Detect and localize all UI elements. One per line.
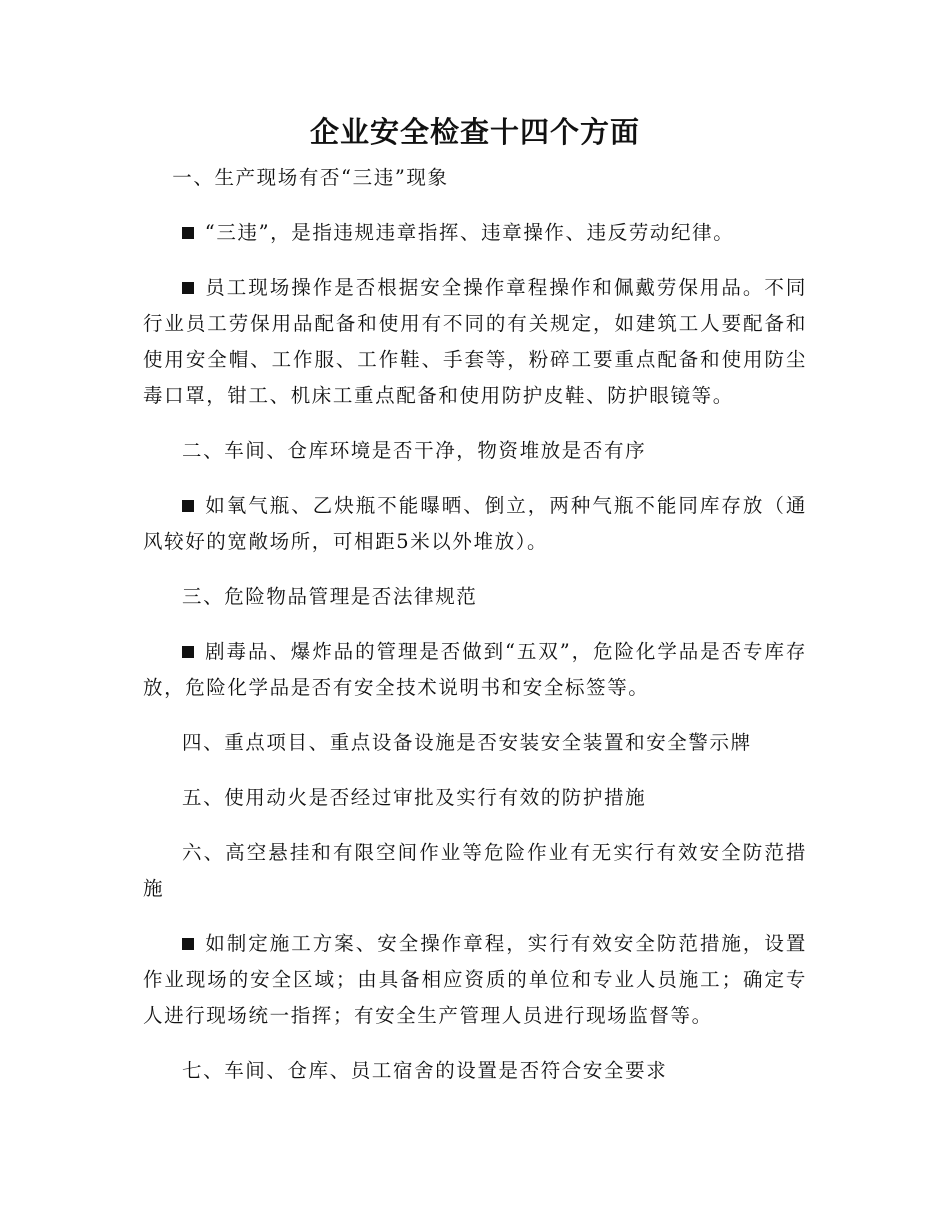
square-bullet-icon [182,938,194,950]
document-title: 企业安全检查十四个方面 [309,115,640,149]
bullet-paragraph [143,488,807,560]
document-body [143,160,807,1108]
paragraph-text: 二、车间、仓库环境是否干净，物资堆放是否有序 [182,439,647,462]
bullet-paragraph [143,926,807,1034]
square-bullet-icon [182,282,194,294]
paragraph-text: 五、使用动火是否经过审批及实行有效的防护措施 [182,786,647,809]
paragraph-text: “三违”，是指违规违章指挥、违章操作、违反劳动纪律。 [204,221,735,244]
paragraph [143,579,807,615]
paragraph [143,1053,807,1089]
bullet-paragraph [143,634,807,706]
paragraph [143,835,807,907]
paragraph [143,725,807,761]
square-bullet-icon [182,646,194,658]
paragraph-text: 四、重点项目、重点设备设施是否安装安全装置和安全警示牌 [182,731,752,754]
bullet-paragraph [143,215,807,251]
paragraph-text: 三、危险物品管理是否法律规范 [182,585,478,608]
bullet-paragraph [143,270,807,414]
paragraph-text: 剧毒品、爆炸品的管理是否做到“五双”，危险化学品是否专库存放，危险化学品是否有安全技术说明书和安全标签等。 [143,640,807,699]
paragraph-text: 七、车间、仓库、员工宿舍的设置是否符合安全要求 [182,1059,668,1082]
paragraph [143,433,807,469]
square-bullet-icon [182,227,194,239]
paragraph [143,780,807,816]
square-bullet-icon [182,500,194,512]
paragraph-text: 员工现场操作是否根据安全操作章程操作和佩戴劳保用品。不同行业员工劳保用品配备和使用有不同的有关规定，如建筑工人要配备和使用安全帽、工作服、工作鞋、手套等，粉碎工要重点配备和使用防尘毒口罩，钳工、机床工重点配备和使用防护皮鞋、防护眼镜等。 [143,276,807,407]
paragraph-text: 如制定施工方案、安全操作章程，实行有效安全防范措施，设置作业现场的安全区域；由具备相应资质的单位和专业人员施工；确定专人进行现场统一指挥；有安全生产管理人员进行现场监督等。 [143,932,807,1027]
paragraph [143,160,807,196]
paragraph-text: 如氧气瓶、乙炔瓶不能曝晒、倒立，两种气瓶不能同库存放（通风较好的宽敞场所，可相距5米以外堆放）。 [143,494,807,553]
paragraph-text: 一、生产现场有否“三违”现象 [172,166,449,189]
paragraph-text: 六、高空悬挂和有限空间作业等危险作业有无实行有效安全防范措施 [143,841,807,900]
